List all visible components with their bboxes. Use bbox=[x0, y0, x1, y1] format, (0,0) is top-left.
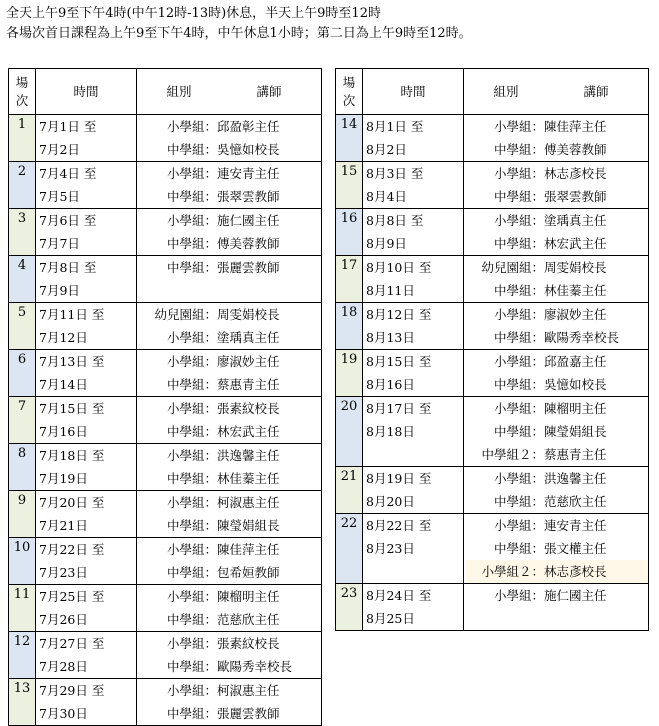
group-label: 中學組： bbox=[166, 424, 217, 439]
session-teachers bbox=[464, 256, 649, 303]
session-number: 10 bbox=[9, 538, 36, 585]
group-label: 中學組： bbox=[166, 236, 217, 251]
session-number: 13 bbox=[9, 679, 36, 726]
header-group: 組別 bbox=[166, 83, 192, 99]
date-line: 8月18日 bbox=[366, 424, 415, 439]
session-teachers bbox=[464, 584, 649, 631]
teacher-name: 陳瑩娟組長 bbox=[544, 424, 607, 439]
group-label: 小學組： bbox=[493, 307, 544, 322]
header-group-teacher bbox=[137, 69, 322, 115]
schedule-table-left bbox=[8, 68, 322, 726]
session-teachers bbox=[137, 491, 322, 538]
group-label: 中學組： bbox=[166, 518, 217, 533]
group-label: 中學組： bbox=[166, 260, 217, 275]
teacher-name: 周雯娟校長 bbox=[544, 260, 607, 275]
date-line: 7月29日 至 bbox=[39, 683, 105, 698]
session-dates bbox=[36, 115, 137, 162]
session-teachers bbox=[137, 303, 322, 350]
header-time: 時間 bbox=[36, 69, 137, 115]
session-number: 7 bbox=[9, 397, 36, 444]
session-row bbox=[336, 256, 649, 303]
teacher-name: 歐陽秀幸校長 bbox=[544, 330, 620, 345]
group-label: 小學組： bbox=[493, 401, 544, 416]
teacher-name: 包希姮教師 bbox=[217, 565, 280, 580]
teacher-line bbox=[139, 538, 321, 561]
session-dates bbox=[363, 162, 464, 209]
session-dates bbox=[36, 632, 137, 679]
teacher-name: 張文權主任 bbox=[544, 541, 607, 556]
teacher-name: 張素紋校長 bbox=[217, 401, 280, 416]
teacher-name: 林佳蓁主任 bbox=[544, 283, 607, 298]
date-line: 7月22日 至 bbox=[39, 542, 105, 557]
teacher-line bbox=[466, 256, 648, 279]
teacher-line bbox=[139, 702, 321, 725]
teacher-name: 洪逸馨主任 bbox=[217, 448, 280, 463]
session-teachers bbox=[464, 397, 649, 467]
session-row bbox=[9, 538, 322, 585]
session-teachers bbox=[137, 162, 322, 209]
teacher-line bbox=[139, 162, 321, 185]
session-number: 2 bbox=[9, 162, 36, 209]
session-row bbox=[9, 585, 322, 632]
header-session-line-2: 次 bbox=[15, 92, 29, 108]
session-number: 18 bbox=[336, 303, 363, 350]
group-label: 中學組： bbox=[493, 236, 544, 251]
teacher-line bbox=[466, 350, 648, 373]
session-row bbox=[336, 350, 649, 397]
session-row bbox=[336, 467, 649, 514]
teacher-line bbox=[139, 303, 321, 326]
group-label: 中學組： bbox=[166, 189, 217, 204]
group-label: 中學組： bbox=[493, 142, 544, 157]
group-label: 小學組： bbox=[166, 213, 217, 228]
session-teachers bbox=[137, 679, 322, 726]
note-line-2: 各場次首日課程為上午9至下午4時，中午休息1小時；第二日為上午9時至12時。 bbox=[6, 26, 472, 41]
teacher-line bbox=[139, 326, 321, 349]
teacher-name: 連安青主任 bbox=[217, 166, 280, 181]
session-row bbox=[9, 444, 322, 491]
session-dates bbox=[363, 209, 464, 256]
schedule-body-left bbox=[9, 115, 322, 726]
teacher-name: 周雯娟校長 bbox=[217, 307, 280, 322]
group-label: 小學組： bbox=[166, 542, 217, 557]
date-line: 8月12日 至 bbox=[366, 307, 432, 322]
session-row bbox=[336, 115, 649, 162]
teacher-line bbox=[466, 303, 648, 326]
session-teachers bbox=[464, 115, 649, 162]
teacher-name: 陳榴明主任 bbox=[544, 401, 607, 416]
group-label: 幼兒園組： bbox=[481, 260, 544, 275]
date-line: 7月1日 至 bbox=[39, 119, 97, 134]
group-label: 小學組： bbox=[166, 683, 217, 698]
table-header-row bbox=[336, 69, 649, 115]
group-label: 中學組２： bbox=[481, 447, 544, 462]
group-label: 中學組： bbox=[493, 494, 544, 509]
teacher-line bbox=[139, 420, 321, 443]
date-line: 8月16日 bbox=[366, 377, 415, 392]
teacher-line bbox=[466, 584, 648, 607]
group-label: 小學組： bbox=[493, 354, 544, 369]
date-line: 7月15日 至 bbox=[39, 401, 105, 416]
session-number: 12 bbox=[9, 632, 36, 679]
session-number: 23 bbox=[336, 584, 363, 631]
teacher-name: 傅美蓉教師 bbox=[544, 142, 607, 157]
teacher-name: 林志彥校長 bbox=[544, 564, 607, 579]
session-dates bbox=[36, 491, 137, 538]
session-teachers bbox=[464, 514, 649, 584]
teacher-name: 施仁國主任 bbox=[217, 213, 280, 228]
session-teachers bbox=[137, 632, 322, 679]
group-label: 中學組： bbox=[166, 612, 217, 627]
date-line: 7月21日 bbox=[39, 518, 88, 533]
teacher-name: 塗瑀真主任 bbox=[544, 213, 607, 228]
group-label: 中學組： bbox=[493, 377, 544, 392]
teacher-line bbox=[139, 444, 321, 467]
date-line: 8月3日 至 bbox=[366, 166, 424, 181]
teacher-name: 傅美蓉教師 bbox=[217, 236, 280, 251]
session-teachers bbox=[137, 585, 322, 632]
session-dates bbox=[36, 444, 137, 491]
session-teachers bbox=[137, 115, 322, 162]
date-line: 7月8日 至 bbox=[39, 260, 97, 275]
session-row bbox=[336, 303, 649, 350]
date-line: 7月23日 bbox=[39, 565, 88, 580]
session-dates bbox=[36, 538, 137, 585]
session-dates bbox=[36, 303, 137, 350]
session-row bbox=[9, 350, 322, 397]
group-label: 小學組： bbox=[166, 401, 217, 416]
teacher-line bbox=[466, 279, 648, 302]
teacher-name: 范慈欣主任 bbox=[544, 494, 607, 509]
date-line: 8月19日 至 bbox=[366, 471, 432, 486]
teacher-name: 廖淑妙主任 bbox=[217, 354, 280, 369]
teacher-line bbox=[466, 420, 648, 443]
teacher-line bbox=[139, 397, 321, 420]
session-dates bbox=[36, 585, 137, 632]
header-session-line-1: 場 bbox=[342, 74, 356, 90]
date-line: 7月6日 至 bbox=[39, 213, 97, 228]
session-dates bbox=[363, 397, 464, 467]
teacher-name: 陳佳萍主任 bbox=[544, 119, 607, 134]
teacher-name: 張麗雲教師 bbox=[217, 706, 280, 721]
session-teachers bbox=[137, 256, 322, 303]
teacher-line bbox=[139, 350, 321, 373]
session-row bbox=[9, 209, 322, 256]
teacher-name: 張麗雲教師 bbox=[217, 260, 280, 275]
date-line: 8月8日 至 bbox=[366, 213, 424, 228]
teacher-line bbox=[466, 232, 648, 255]
teacher-name: 施仁國主任 bbox=[544, 588, 607, 603]
session-number: 1 bbox=[9, 115, 36, 162]
group-label: 小學組： bbox=[493, 166, 544, 181]
session-number: 21 bbox=[336, 467, 363, 514]
header-time: 時間 bbox=[363, 69, 464, 115]
session-number: 16 bbox=[336, 209, 363, 256]
group-label: 小學組： bbox=[166, 495, 217, 510]
teacher-name: 林宏武主任 bbox=[544, 236, 607, 251]
session-row bbox=[336, 514, 649, 584]
teacher-name: 陳榴明主任 bbox=[217, 589, 280, 604]
teacher-name: 張素紋校長 bbox=[217, 636, 280, 651]
teacher-name: 連安青主任 bbox=[544, 518, 607, 533]
group-label: 小學組２： bbox=[481, 564, 544, 579]
teacher-name: 張翠雲教師 bbox=[544, 189, 607, 204]
session-number: 19 bbox=[336, 350, 363, 397]
teacher-line bbox=[139, 115, 321, 138]
session-number: 5 bbox=[9, 303, 36, 350]
teacher-name: 張翠雲教師 bbox=[217, 189, 280, 204]
date-line: 7月12日 bbox=[39, 330, 88, 345]
group-label: 中學組： bbox=[493, 330, 544, 345]
session-dates bbox=[36, 397, 137, 444]
session-dates bbox=[36, 256, 137, 303]
header-session bbox=[9, 69, 36, 115]
header-group: 組別 bbox=[493, 83, 519, 99]
session-teachers bbox=[464, 209, 649, 256]
teacher-line bbox=[466, 115, 648, 138]
date-line: 7月2日 bbox=[39, 142, 80, 157]
session-teachers bbox=[137, 397, 322, 444]
session-dates bbox=[363, 350, 464, 397]
session-number: 17 bbox=[336, 256, 363, 303]
header-session-line-2: 次 bbox=[342, 92, 356, 108]
session-row bbox=[9, 397, 322, 444]
date-line: 8月23日 bbox=[366, 541, 415, 556]
group-label: 幼兒園組： bbox=[154, 307, 217, 322]
session-number: 3 bbox=[9, 209, 36, 256]
session-dates bbox=[36, 162, 137, 209]
session-teachers bbox=[137, 444, 322, 491]
date-line: 8月9日 bbox=[366, 236, 407, 251]
teacher-name: 洪逸馨主任 bbox=[544, 471, 607, 486]
date-line: 8月24日 至 bbox=[366, 588, 432, 603]
teacher-name: 陳瑩娟組長 bbox=[217, 518, 280, 533]
group-label: 小學組： bbox=[166, 589, 217, 604]
teacher-line bbox=[139, 256, 321, 279]
session-number: 8 bbox=[9, 444, 36, 491]
teacher-line bbox=[139, 467, 321, 490]
session-row bbox=[336, 162, 649, 209]
date-line: 7月9日 bbox=[39, 283, 80, 298]
note-line-1: 全天上午9至下午4時(中午12時-13時)休息，半天上午9時至12時 bbox=[6, 6, 381, 21]
table-header-row bbox=[9, 69, 322, 115]
session-number: 6 bbox=[9, 350, 36, 397]
session-number: 20 bbox=[336, 397, 363, 467]
date-line: 7月7日 bbox=[39, 236, 80, 251]
teacher-line bbox=[466, 467, 648, 490]
date-line: 8月25日 bbox=[366, 611, 415, 626]
teacher-line bbox=[466, 490, 648, 513]
teacher-name: 邱盈嘉主任 bbox=[544, 354, 607, 369]
teacher-line bbox=[139, 655, 321, 678]
group-label: 中學組： bbox=[493, 541, 544, 556]
session-teachers bbox=[137, 538, 322, 585]
group-label: 小學組： bbox=[493, 471, 544, 486]
group-label: 小學組： bbox=[166, 448, 217, 463]
teacher-name: 林志彥校長 bbox=[544, 166, 607, 181]
teacher-name: 邱盈彰主任 bbox=[217, 119, 280, 134]
group-label: 小學組： bbox=[166, 166, 217, 181]
teacher-line bbox=[466, 373, 648, 396]
date-line: 7月16日 bbox=[39, 424, 88, 439]
teacher-line bbox=[466, 537, 648, 560]
date-line: 7月18日 至 bbox=[39, 448, 105, 463]
group-label: 小學組： bbox=[166, 354, 217, 369]
date-line: 7月4日 至 bbox=[39, 166, 97, 181]
session-dates bbox=[363, 584, 464, 631]
group-label: 小學組： bbox=[493, 213, 544, 228]
teacher-line bbox=[466, 514, 648, 537]
header-teacher: 講師 bbox=[256, 83, 282, 99]
header-session bbox=[336, 69, 363, 115]
date-line: 7月20日 至 bbox=[39, 495, 105, 510]
teacher-line bbox=[139, 514, 321, 537]
session-number: 15 bbox=[336, 162, 363, 209]
session-number: 22 bbox=[336, 514, 363, 584]
session-row bbox=[9, 256, 322, 303]
session-row bbox=[9, 491, 322, 538]
schedule-notes bbox=[6, 4, 472, 44]
session-dates bbox=[363, 514, 464, 584]
header-session-line-1: 場 bbox=[15, 74, 29, 90]
date-line: 8月4日 bbox=[366, 189, 407, 204]
group-label: 中學組： bbox=[166, 471, 217, 486]
teacher-name: 吳憶如校長 bbox=[217, 142, 280, 157]
group-label: 中學組： bbox=[166, 565, 217, 580]
group-label: 中學組： bbox=[166, 706, 217, 721]
date-line: 8月1日 至 bbox=[366, 119, 424, 134]
teacher-name: 柯淑惠主任 bbox=[217, 495, 280, 510]
session-teachers bbox=[464, 303, 649, 350]
teacher-name: 林佳蓁主任 bbox=[217, 471, 280, 486]
date-line: 7月14日 bbox=[39, 377, 88, 392]
group-label: 中學組： bbox=[166, 377, 217, 392]
group-label: 小學組： bbox=[166, 636, 217, 651]
teacher-name: 吳憶如校長 bbox=[544, 377, 607, 392]
session-teachers bbox=[137, 209, 322, 256]
teacher-line bbox=[139, 561, 321, 584]
teacher-line bbox=[466, 162, 648, 185]
date-line: 7月26日 bbox=[39, 612, 88, 627]
group-label: 中學組： bbox=[166, 659, 217, 674]
date-line: 8月20日 bbox=[366, 494, 415, 509]
session-row bbox=[9, 303, 322, 350]
teacher-line bbox=[139, 491, 321, 514]
date-line: 7月19日 bbox=[39, 471, 88, 486]
date-line: 7月13日 至 bbox=[39, 354, 105, 369]
session-number: 9 bbox=[9, 491, 36, 538]
session-dates bbox=[36, 209, 137, 256]
teacher-name: 歐陽秀幸校長 bbox=[217, 659, 293, 674]
teacher-line bbox=[139, 585, 321, 608]
teacher-line bbox=[139, 232, 321, 255]
session-dates bbox=[363, 115, 464, 162]
teacher-name: 柯淑惠主任 bbox=[217, 683, 280, 698]
date-line: 8月11日 bbox=[366, 283, 415, 298]
date-line: 8月2日 bbox=[366, 142, 407, 157]
session-dates bbox=[363, 256, 464, 303]
session-row bbox=[9, 115, 322, 162]
group-label: 小學組： bbox=[493, 518, 544, 533]
date-line: 7月27日 至 bbox=[39, 636, 105, 651]
session-teachers bbox=[464, 162, 649, 209]
teacher-line bbox=[466, 397, 648, 420]
teacher-line bbox=[139, 138, 321, 161]
session-row bbox=[9, 632, 322, 679]
teacher-line bbox=[139, 373, 321, 396]
group-label: 中學組： bbox=[493, 283, 544, 298]
group-label: 中學組： bbox=[166, 142, 217, 157]
teacher-line bbox=[466, 209, 648, 232]
teacher-line bbox=[139, 632, 321, 655]
date-line: 8月13日 bbox=[366, 330, 415, 345]
group-label: 小學組： bbox=[166, 119, 217, 134]
session-teachers bbox=[137, 350, 322, 397]
header-group-teacher bbox=[464, 69, 649, 115]
teacher-name: 蔡惠青主任 bbox=[544, 447, 607, 462]
date-line: 7月5日 bbox=[39, 189, 80, 204]
date-line: 7月28日 bbox=[39, 659, 88, 674]
teacher-name: 塗瑀真主任 bbox=[217, 330, 280, 345]
teacher-name: 范慈欣主任 bbox=[217, 612, 280, 627]
group-label: 中學組： bbox=[493, 424, 544, 439]
session-row bbox=[9, 679, 322, 726]
teacher-line bbox=[139, 185, 321, 208]
date-line: 7月30日 bbox=[39, 706, 88, 721]
date-line: 7月11日 至 bbox=[39, 307, 105, 322]
session-teachers bbox=[464, 467, 649, 514]
teacher-name: 廖淑妙主任 bbox=[544, 307, 607, 322]
teacher-line bbox=[466, 138, 648, 161]
session-teachers bbox=[464, 350, 649, 397]
teacher-line bbox=[466, 185, 648, 208]
group-label: 小學組： bbox=[493, 119, 544, 134]
schedule-body-right bbox=[336, 115, 649, 631]
teacher-line bbox=[139, 608, 321, 631]
group-label: 小學組： bbox=[166, 330, 217, 345]
teacher-line bbox=[466, 443, 648, 466]
date-line: 8月15日 至 bbox=[366, 354, 432, 369]
session-row bbox=[336, 209, 649, 256]
date-line: 8月10日 至 bbox=[366, 260, 432, 275]
date-line: 7月25日 至 bbox=[39, 589, 105, 604]
schedule-table-right bbox=[335, 68, 649, 631]
teacher-line bbox=[466, 326, 648, 349]
session-dates bbox=[36, 679, 137, 726]
teacher-name: 林宏武主任 bbox=[217, 424, 280, 439]
teacher-name: 陳佳萍主任 bbox=[217, 542, 280, 557]
session-row bbox=[9, 162, 322, 209]
teacher-line bbox=[139, 209, 321, 232]
session-dates bbox=[363, 303, 464, 350]
teacher-line bbox=[139, 679, 321, 702]
session-number: 14 bbox=[336, 115, 363, 162]
teacher-name: 蔡惠青主任 bbox=[217, 377, 280, 392]
session-number: 11 bbox=[9, 585, 36, 632]
session-row bbox=[336, 584, 649, 631]
date-line: 8月17日 至 bbox=[366, 401, 432, 416]
group-label: 中學組： bbox=[493, 189, 544, 204]
date-line: 8月22日 至 bbox=[366, 518, 432, 533]
session-row bbox=[336, 397, 649, 467]
group-label: 小學組： bbox=[493, 588, 544, 603]
session-number: 4 bbox=[9, 256, 36, 303]
session-dates bbox=[363, 467, 464, 514]
session-dates bbox=[36, 350, 137, 397]
header-teacher: 講師 bbox=[583, 83, 609, 99]
teacher-line bbox=[466, 560, 648, 583]
